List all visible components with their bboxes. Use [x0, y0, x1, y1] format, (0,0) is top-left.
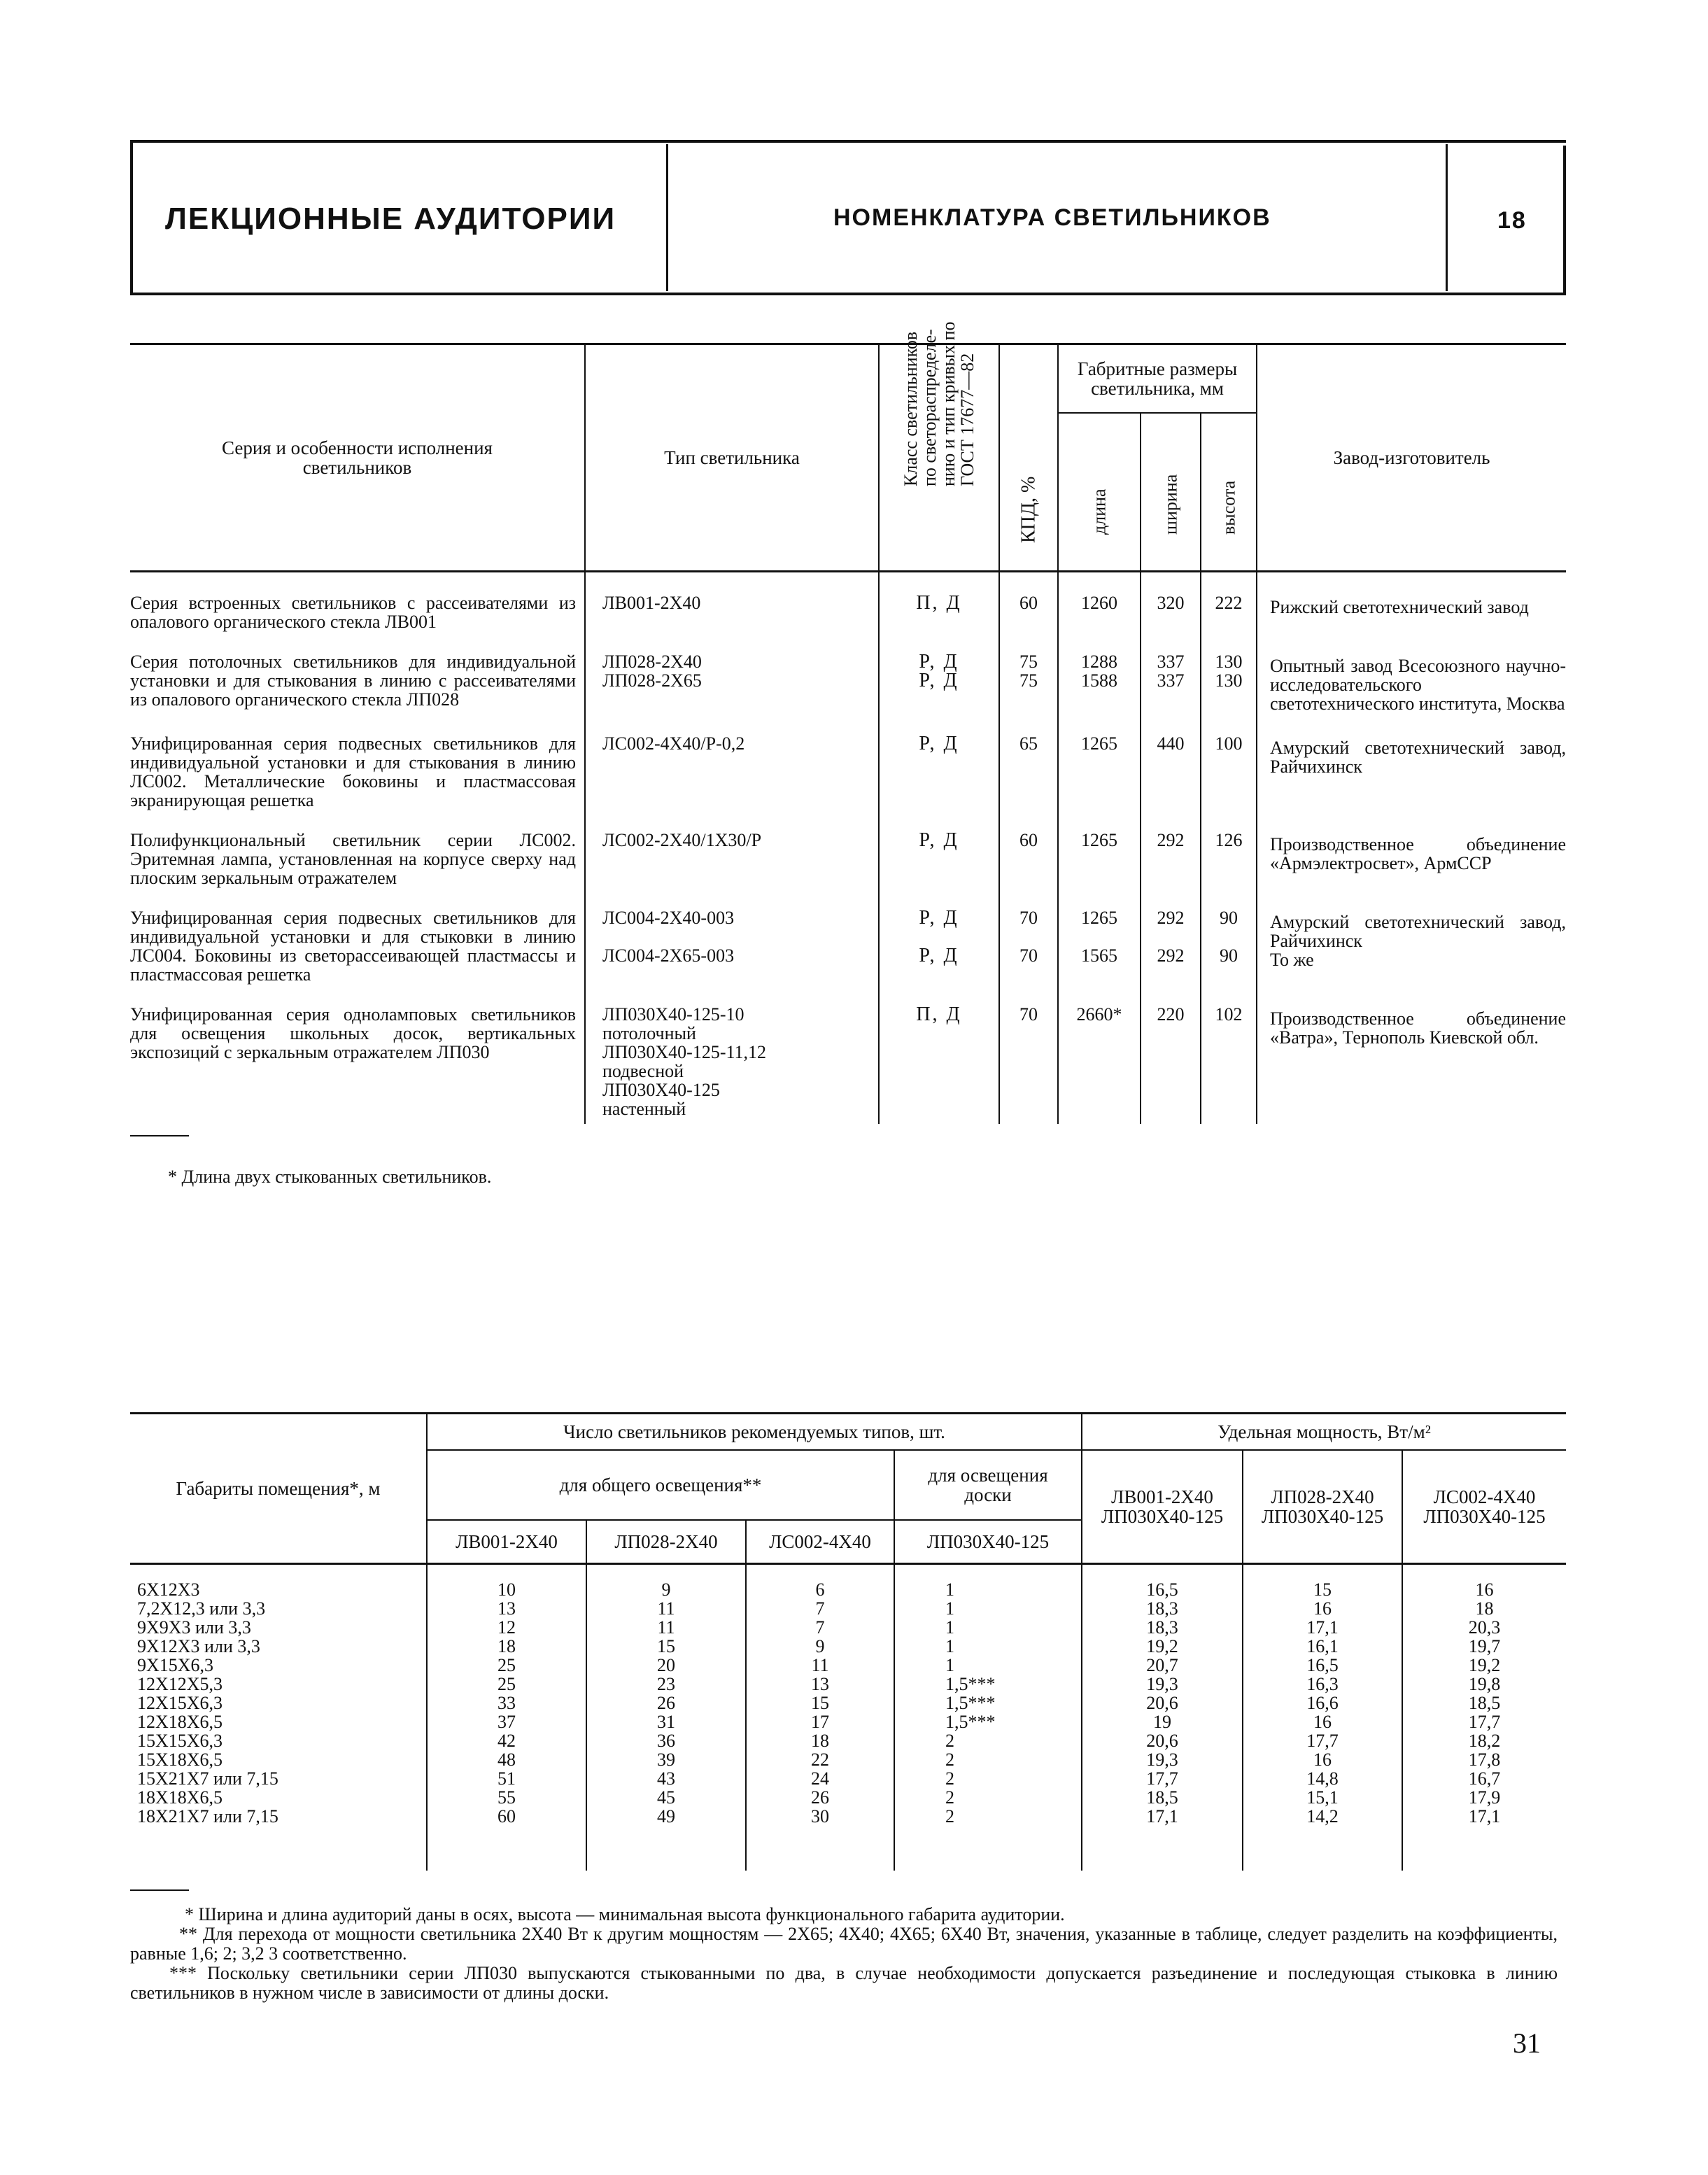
power-lp028-cell: 16,3	[1243, 1675, 1402, 1694]
count-lp030-cell: 1,5***	[894, 1712, 1082, 1731]
sheet-number: 18	[1497, 207, 1527, 234]
power-lp028-cell: 16,5	[1243, 1656, 1402, 1675]
header-class-line: ГОСТ 17677—82	[957, 353, 977, 486]
room-size-cell: 18Х18Х6,5	[137, 1787, 223, 1808]
type-cell: ЛС002-4Х40/Р-0,2	[585, 713, 879, 810]
type-cell: ЛП030Х40-125-10 потолочный ЛП030Х40-125-11,12 подвесной ЛП030Х40-125 настенный	[585, 984, 879, 1124]
footnote-rule-2	[130, 1889, 189, 1891]
power-lv001-cell: 17,7	[1082, 1769, 1243, 1788]
table-row	[130, 1788, 1566, 1807]
power-ls002-cell: 18,5	[1402, 1694, 1566, 1712]
count-lv001-cell: 42	[427, 1731, 586, 1750]
page-header	[130, 140, 1566, 295]
header-class-text	[901, 321, 977, 486]
efficiency-cell: 70 70	[999, 887, 1058, 984]
header-length	[1058, 413, 1141, 572]
power-lp028-cell: 16,1	[1243, 1637, 1402, 1656]
room-size-cell: 15Х21Х7 или 7,15	[137, 1768, 278, 1789]
table-row	[130, 1731, 1566, 1750]
footnote-rule	[130, 1135, 189, 1136]
count-lv001-cell: 12	[427, 1618, 586, 1637]
width-cell: 337 337	[1141, 631, 1201, 713]
power-ls002-cell: 18,2	[1402, 1731, 1566, 1750]
count-lp028-cell: 26	[586, 1694, 746, 1712]
efficiency-cell: 75 75	[999, 631, 1058, 713]
count-lp030-cell: 2	[894, 1731, 1082, 1750]
table-row	[130, 1712, 1566, 1731]
class-cell: Р, Д	[879, 713, 999, 810]
length-cell: 1265	[1058, 713, 1141, 810]
table1-footnote: * Длина двух стыкованных светильников.	[168, 1167, 492, 1187]
count-lp028-cell: 31	[586, 1712, 746, 1731]
header-length-text: длина	[1089, 488, 1110, 535]
room-size-cell: 9Х12Х3 или 3,3	[137, 1636, 260, 1656]
power-lv001-cell: 18,3	[1082, 1599, 1243, 1618]
count-ls002-cell: 22	[746, 1750, 894, 1769]
count-ls002-cell: 24	[746, 1769, 894, 1788]
power-ls002-cell: 17,8	[1402, 1750, 1566, 1769]
header-series: Серия и особенности исполнения светильников	[130, 344, 585, 572]
table-row	[130, 1750, 1566, 1769]
count-ls002-cell: 15	[746, 1694, 894, 1712]
length-cell: 1265	[1058, 810, 1141, 887]
count-lv001-cell: 10	[427, 1564, 586, 1600]
width-cell: 292	[1141, 810, 1201, 887]
header-power: Удельная мощность, Вт/м²	[1082, 1414, 1566, 1451]
header-efficiency-text: КПД, %	[1017, 476, 1040, 543]
series-cell: Серия потолочных светильников для индивидуальной установки и для стыкования в линию с рассеивателями из опалового органического стекла ЛП028	[130, 652, 576, 710]
luminaire-nomenclature-table	[130, 321, 1567, 1124]
count-lp030-cell: 2	[894, 1807, 1082, 1871]
maker-cell: Амурский светотехнический завод, Райчихинск То же	[1257, 887, 1566, 984]
page-number: 31	[1513, 2027, 1541, 2059]
room-size-cell: 9Х15Х6,3	[137, 1655, 214, 1675]
type-cell: ЛВ001-2Х40	[585, 572, 879, 632]
power-ls002-line2: ЛП030Х40-125	[1423, 1506, 1546, 1527]
power-lv001-cell: 19,2	[1082, 1637, 1243, 1656]
class-cell: П, Д	[879, 984, 999, 1124]
room-size-cell: 9Х9Х3 или 3,3	[137, 1617, 251, 1638]
table-row	[130, 1694, 1566, 1712]
header-height	[1201, 413, 1257, 572]
page-title: НОМЕНКЛАТУРА СВЕТИЛЬНИКОВ	[833, 204, 1271, 231]
efficiency-cell: 60	[999, 810, 1058, 887]
maker-cell: Производственное объединение «Армэлектросвет», АрмССР	[1257, 810, 1566, 887]
efficiency-cell: 65	[999, 713, 1058, 810]
count-lv001-cell: 25	[427, 1675, 586, 1694]
class-cell: Р, Д Р, Д	[879, 631, 999, 713]
count-ls002-cell: 18	[746, 1731, 894, 1750]
series-cell: Унифицированная серия подвесных светильников для индивидуальной установки и для стыковки в линию ЛС004. Боковины из светорассеивающей пластмассы и пластмассовая решетка	[130, 908, 576, 985]
count-ls002-cell: 7	[746, 1599, 894, 1618]
maker-cell: Амурский светотехнический завод, Райчихинск	[1257, 713, 1566, 810]
count-lv001-cell: 25	[427, 1656, 586, 1675]
room-size-cell: 18Х21Х7 или 7,15	[137, 1806, 278, 1826]
power-lv001-cell: 19	[1082, 1712, 1243, 1731]
header-room-size: Габариты помещения*, м	[130, 1414, 427, 1564]
count-lp028-cell: 9	[586, 1564, 746, 1600]
header-efficiency	[999, 344, 1058, 572]
length-cell: 1265 1565	[1058, 887, 1141, 984]
room-size-cell: 7,2Х12,3 или 3,3	[137, 1598, 266, 1619]
count-lv001-cell: 48	[427, 1750, 586, 1769]
header-general-lighting: для общего освещения**	[427, 1450, 894, 1520]
power-ls002-cell: 17,1	[1402, 1807, 1566, 1871]
count-ls002-cell: 17	[746, 1712, 894, 1731]
count-lp030-cell: 2	[894, 1750, 1082, 1769]
power-lp028-cell: 15,1	[1243, 1788, 1402, 1807]
maker-cell: Производственное объединение «Ватра», Тернополь Киевской обл.	[1257, 984, 1566, 1124]
header-sub-lp030: ЛП030Х40-125	[894, 1520, 1082, 1564]
class-cell: Р, Д	[879, 810, 999, 887]
count-lp028-cell: 23	[586, 1675, 746, 1694]
count-lp030-cell: 1,5***	[894, 1675, 1082, 1694]
power-lv001-cell: 17,1	[1082, 1807, 1243, 1871]
count-lp028-cell: 11	[586, 1618, 746, 1637]
table-row	[130, 984, 1566, 1124]
power-ls002-line1: ЛС002-4Х40	[1433, 1486, 1536, 1507]
power-ls002-cell: 19,7	[1402, 1637, 1566, 1656]
room-size-cell: 12Х12Х5,3	[137, 1674, 223, 1694]
width-cell: 320	[1141, 572, 1201, 632]
power-lv001-line2: ЛП030Х40-125	[1101, 1506, 1224, 1527]
table-row	[130, 1656, 1566, 1675]
power-ls002-cell: 17,9	[1402, 1788, 1566, 1807]
header-board-lighting: для освещения доски	[894, 1450, 1082, 1520]
length-cell: 1288 1588	[1058, 631, 1141, 713]
header-sub-lv001: ЛВ001-2Х40	[427, 1520, 586, 1564]
count-ls002-cell: 7	[746, 1618, 894, 1637]
height-cell: 102	[1201, 984, 1257, 1124]
count-lp030-cell: 1	[894, 1637, 1082, 1656]
type-cell: ЛС002-2Х40/1Х30/Р	[585, 810, 879, 887]
table2-footnote-2: ** Для перехода от мощности светильника 2Х40 Вт к другим мощностям — 2Х65; 4Х40; 4Х65; 6Х40 Вт, значения, указанные в таблице, следует разделить на коэффициенты, равные 1,6; 2; 3,2 3 соответственно.	[130, 1924, 1558, 1964]
header-power-lp028	[1243, 1450, 1402, 1564]
height-cell: 90 90	[1201, 887, 1257, 984]
count-lp030-cell: 1	[894, 1599, 1082, 1618]
power-ls002-cell: 17,7	[1402, 1712, 1566, 1731]
height-cell: 100	[1201, 713, 1257, 810]
power-ls002-cell: 18	[1402, 1599, 1566, 1618]
count-lp030-cell: 1,5***	[894, 1694, 1082, 1712]
power-lp028-cell: 17,7	[1243, 1731, 1402, 1750]
count-ls002-cell: 30	[746, 1807, 894, 1871]
length-cell: 1260	[1058, 572, 1141, 632]
power-lp028-cell: 16	[1243, 1599, 1402, 1618]
length-cell: 2660*	[1058, 984, 1141, 1124]
count-lp030-cell: 2	[894, 1769, 1082, 1788]
power-lp028-cell: 14,2	[1243, 1807, 1402, 1871]
header-sub-ls002: ЛС002-4Х40	[746, 1520, 894, 1564]
power-lp028-line1: ЛП028-2Х40	[1271, 1486, 1374, 1507]
width-cell: 440	[1141, 713, 1201, 810]
table2-footnote-1: * Ширина и длина аудиторий даны в осях, высота — минимальная высота функционального габарита аудитории.	[185, 1904, 1065, 1924]
header-height-text: высота	[1218, 480, 1239, 535]
efficiency-cell: 70	[999, 984, 1058, 1124]
count-lp028-cell: 49	[586, 1807, 746, 1871]
count-lv001-cell: 33	[427, 1694, 586, 1712]
table-row	[130, 810, 1566, 887]
power-lv001-cell: 19,3	[1082, 1675, 1243, 1694]
header-dimensions: Габритные размеры светильника, мм	[1058, 344, 1257, 414]
count-lp028-cell: 15	[586, 1637, 746, 1656]
count-ls002-cell: 26	[746, 1788, 894, 1807]
power-ls002-cell: 16	[1402, 1564, 1566, 1600]
count-lp030-cell: 1	[894, 1656, 1082, 1675]
power-lp028-cell: 16	[1243, 1750, 1402, 1769]
efficiency-cell: 60	[999, 572, 1058, 632]
width-cell: 292 292	[1141, 887, 1201, 984]
count-lp030-cell: 1	[894, 1618, 1082, 1637]
power-lv001-cell: 20,6	[1082, 1694, 1243, 1712]
header-power-ls002	[1402, 1450, 1566, 1564]
power-lp028-cell: 16	[1243, 1712, 1402, 1731]
room-size-cell: 12Х18Х6,5	[137, 1712, 223, 1732]
header-power-lv001	[1082, 1450, 1243, 1564]
power-lp028-cell: 16,6	[1243, 1694, 1402, 1712]
power-lv001-cell: 19,3	[1082, 1750, 1243, 1769]
count-lp030-cell: 1	[894, 1564, 1082, 1600]
header-width	[1141, 413, 1201, 572]
height-cell: 130 130	[1201, 631, 1257, 713]
class-cell: П, Д	[879, 572, 999, 632]
power-ls002-cell: 19,8	[1402, 1675, 1566, 1694]
count-lp030-cell: 2	[894, 1788, 1082, 1807]
power-lp028-cell: 17,1	[1243, 1618, 1402, 1637]
table-row	[130, 572, 1566, 632]
room-size-cell: 15Х15Х6,3	[137, 1731, 223, 1751]
count-lv001-cell: 13	[427, 1599, 586, 1618]
power-lv001-line1: ЛВ001-2Х40	[1111, 1486, 1213, 1507]
type-cell: ЛП028-2Х40 ЛП028-2Х65	[585, 631, 879, 713]
table-row	[130, 1564, 1566, 1600]
count-ls002-cell: 13	[746, 1675, 894, 1694]
power-lv001-cell: 20,6	[1082, 1731, 1243, 1750]
series-cell: Полифункциональный светильник серии ЛС002. Эритемная лампа, установленная на корпусе сверху над плоским зеркальным отражателем	[130, 830, 576, 888]
count-lv001-cell: 37	[427, 1712, 586, 1731]
room-size-cell: 15Х18Х6,5	[137, 1750, 223, 1770]
power-lv001-cell: 18,3	[1082, 1618, 1243, 1637]
power-lp028-line2: ЛП030Х40-125	[1261, 1506, 1384, 1527]
table-row	[130, 1618, 1566, 1637]
count-ls002-cell: 11	[746, 1656, 894, 1675]
room-size-cell: 6Х12Х3	[137, 1579, 200, 1600]
header-maker: Завод-изготовитель	[1257, 344, 1566, 572]
table-row	[130, 1769, 1566, 1788]
maker-cell: Опытный завод Всесоюзного научно-исследовательского светотехнического института, Москва	[1257, 631, 1566, 713]
room-luminaire-count-table	[130, 1412, 1566, 1871]
header-sub-lp028: ЛП028-2Х40	[586, 1520, 746, 1564]
count-lp028-cell: 36	[586, 1731, 746, 1750]
header-class-line: нию и тип кривых по	[938, 321, 959, 486]
height-cell: 126	[1201, 810, 1257, 887]
table-row	[130, 1637, 1566, 1656]
table-row	[130, 1675, 1566, 1694]
power-ls002-cell: 20,3	[1402, 1618, 1566, 1637]
power-lp028-cell: 15	[1243, 1564, 1402, 1600]
count-lp028-cell: 11	[586, 1599, 746, 1618]
maker-cell: Рижский светотехнический завод	[1257, 572, 1566, 632]
header-type: Тип светильника	[585, 344, 879, 572]
header-count: Число светильников рекомендуемых типов, шт.	[427, 1414, 1082, 1451]
power-ls002-cell: 19,2	[1402, 1656, 1566, 1675]
header-class-line: Класс светильников	[901, 331, 921, 486]
power-lv001-cell: 20,7	[1082, 1656, 1243, 1675]
type-cell: ЛС004-2Х40-003 ЛС004-2Х65-003	[585, 887, 879, 984]
count-lv001-cell: 18	[427, 1637, 586, 1656]
count-ls002-cell: 6	[746, 1564, 894, 1600]
table-row	[130, 1807, 1566, 1871]
room-size-cell: 12Х15Х6,3	[137, 1693, 223, 1713]
header-class	[879, 321, 999, 572]
series-cell: Унифицированная серия одноламповых светильников для освещения школьных досок, вертикальных экспозиций с зеркальным отражателем ЛП030	[130, 1004, 576, 1062]
height-cell: 222	[1201, 572, 1257, 632]
count-lp028-cell: 45	[586, 1788, 746, 1807]
series-cell: Унифицированная серия подвесных светильников для индивидуальной установки и для стыкования в линию ЛС002. Металлические боковины и пластмассовая экранирующая решетка	[130, 733, 576, 810]
series-cell: Серия встроенных светильников с рассеивателями из опалового органического стекла ЛВ001	[130, 593, 576, 632]
count-ls002-cell: 9	[746, 1637, 894, 1656]
count-lv001-cell: 60	[427, 1807, 586, 1871]
table-row	[130, 713, 1566, 810]
table-row	[130, 887, 1566, 984]
power-ls002-cell: 16,7	[1402, 1769, 1566, 1788]
count-lp028-cell: 20	[586, 1656, 746, 1675]
power-lp028-cell: 14,8	[1243, 1769, 1402, 1788]
count-lp028-cell: 39	[586, 1750, 746, 1769]
power-lv001-cell: 18,5	[1082, 1788, 1243, 1807]
count-lp028-cell: 43	[586, 1769, 746, 1788]
class-cell: Р, Д Р, Д	[879, 887, 999, 984]
table2-footnote-3: *** Поскольку светильники серии ЛП030 выпускаются стыкованными по два, в случае необходимости допускается разъединение и последующая стыковка в линию светильников в нужном числе в зависимости от длины доски.	[130, 1963, 1558, 2003]
table-row	[130, 631, 1566, 713]
count-lv001-cell: 55	[427, 1788, 586, 1807]
header-class-line: по светораспределе-	[919, 329, 940, 486]
power-lv001-cell: 16,5	[1082, 1564, 1243, 1600]
section-title: ЛЕКЦИОННЫЕ АУДИТОРИИ	[165, 202, 616, 236]
width-cell: 220	[1141, 984, 1201, 1124]
header-width-text: ширина	[1160, 474, 1181, 535]
table-row	[130, 1599, 1566, 1618]
count-lv001-cell: 51	[427, 1769, 586, 1788]
